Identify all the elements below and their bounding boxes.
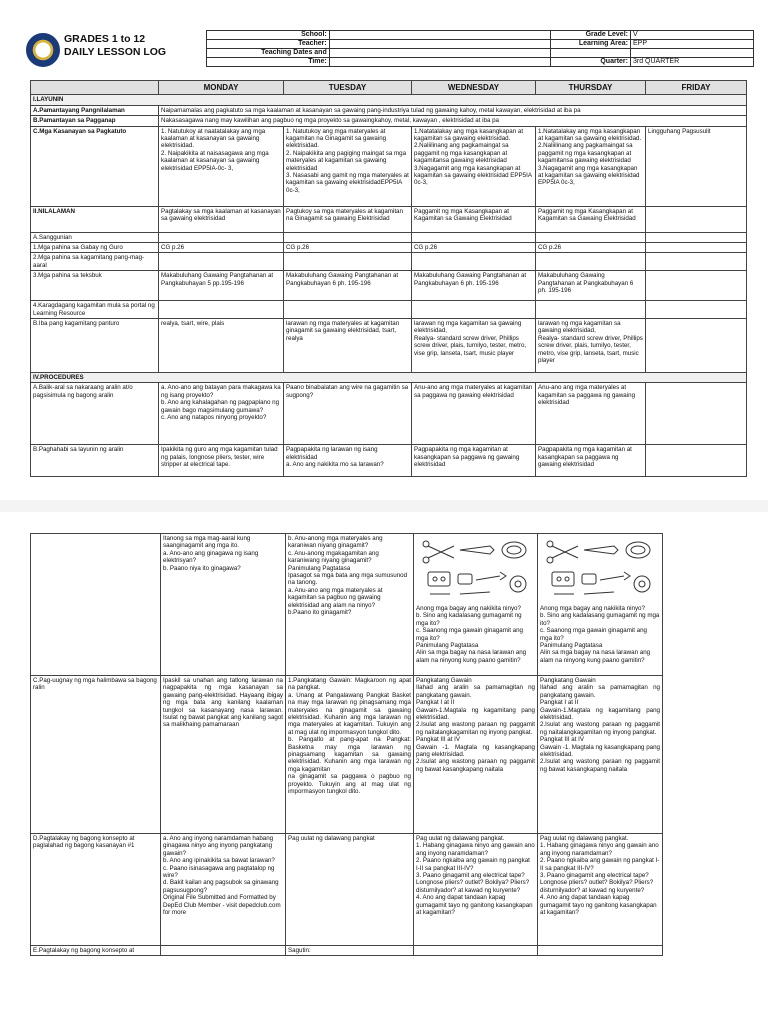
grade-level-label: Grade Level: — [551, 31, 631, 40]
gabay-wednesday: CG p.26 — [412, 243, 536, 253]
deped-seal-icon — [26, 33, 60, 67]
pagtalakay1-thursday: Pag uulat ng dalawang pangkat. 1. Habang ginagawa ninyo ang gawain ano ang inyong naramdaman? 2. Paano ngkaiba ang gawain ng pangkat I-II sa pangkat III-IV? 3. Paano ginagamit ang electrical tape? Longnose pliers? outlet? Bokilya? Pliers? disturnilyador? at kawad ng kuryente? 4. Ano ang dapat tandaan kapag gumagamit tayo ng ganitong kasangkapan at kagamitan? — [538, 834, 663, 946]
ibapa-friday — [646, 319, 747, 373]
learning-area-label: Learning Area: — [551, 40, 631, 49]
pagtalakay2-monday — [161, 946, 286, 956]
nilalaman-thursday: Paggamit ng mga Kasangkapan at Kagamitan sa Gawaing Elektrisidad — [536, 206, 646, 232]
day-tuesday: TUESDAY — [284, 81, 412, 95]
row-label-kasanayan: C.Mga Kasanayan sa Pagkatuto — [31, 126, 159, 206]
teksbuk-monday: Makabuluhang Gawaing Pangtahanan at Pangkabuhayan 5 pp.195-196 — [159, 271, 284, 301]
balik-aral-monday: a. Ano-ano ang batayan para makagawa ka ng isang proyekto? b. Ano ang kahalagahan ng pagpaplano ng gawain bago magsimulang gumawa? c. Ano ang natapos ninyong proyekto? — [159, 383, 284, 445]
row-label-balik-aral: A.Balik-aral sa nakaraang aralin at/o pagsisimula ng bagong aralin — [31, 383, 159, 445]
learning-area-value: EPP — [630, 40, 753, 49]
gabay-tuesday: CG p.26 — [284, 243, 412, 253]
continued-thursday: Anong mga bagay ang nakikita ninyo? b. Sino ang kadalasang gumagamit ng mga ito? c. Saanong mga gawain ginagamit ang mga ito? Panimulang Pagtatasa Alin sa mga bagay na nasa larawan ang alam na ninyong kung paano gamitin? — [540, 605, 660, 664]
pagtalakay1-tuesday: Pag uulat ng dalawang pangkat — [286, 834, 414, 946]
row-label-nilalaman: II.NILALAMAN — [31, 206, 159, 232]
continued-tuesday: b. Anu-anong mga materyales ang karaniwan niyang ginagamit? c. Anu-anong mgakagamitan ang karaniwang niyang ginagamit? Panimulang Pagtatasa Ipasagot sa mga bata ang mga sumusunod na tanong. a. Anu-ano ang mga materyales at kagamitan sa pagbuo ng gawaing elektrisidad ang alam na ninyo? b.Paano ito ginagamit? — [286, 534, 414, 676]
teksbuk-wednesday: Makabuluhang Gawaing Pangtahanan at Pangkabuhayan 6 ph. 195-196 — [412, 271, 536, 301]
page-separator — [0, 500, 768, 512]
nilalaman-monday: Pagtalakay sa mga kaalaman at kasanayan sa gawaing elektrisidad — [159, 206, 284, 232]
paguugnay-wednesday: Pangkatang Gawain Ilahad ang aralin sa pamamagitan ng pangkatang gawain. Pangkat I at II Gawain-1.Magtala ng kagamitang pang elektrisidad. 2.Isulat ang wastong paraan ng paggamit ng naitalangkagamitan ng inyong pangkat. Pangkat III at IV Gawain -1. Magtala ng kasangkapang pang elektrisidad. 2.Isulat ang wastong paraan ng paggamit ng bawat kasangkapang naitala — [414, 676, 538, 834]
header-info-table — [206, 30, 754, 67]
document-page-2 — [0, 512, 768, 1024]
balik-aral-wednesday: Anu-ano ang mga materyales at kagamitan sa paggawa ng gawaing elektrisidad — [412, 383, 536, 445]
row-label-pagganap: B.Pamantayan sa Pagganap — [31, 116, 159, 126]
pagtalakay1-wednesday: Pag uulat ng dalawang pangkat. 1. Habang ginagawa ninyo ang gawain ano ang inyong naramdaman? 2. Paano ngkaiba ang gawain ng pangkat I-II sa pangkat III-IV? 3. Paano ginagamit ang electrical tape? Longnose pliers? outlet? Bokilya? Pliers? disturnilyador? at kawad ng kuryente? 4. Ano ang dapat tandaan kapag gumagamit tayo ng ganitong kasangkapan at kagamitan? — [414, 834, 538, 946]
ibapa-thursday: larawan ng mga kagamitan sa gawaing elektrisidad, Realya- standard screw driver, Phillips screw driver, plais, turnilyo, tester, metro, vise grip, lanseta, tsart, music player — [536, 319, 646, 373]
day-wednesday: WEDNESDAY — [412, 81, 536, 95]
continued-wednesday: Anong mga bagay ang nakikita ninyo? b. Sino ang kadalasang gumagamit ng mga ito? c. Saanong mga gawain ginagamit ang mga ito? Panimulang Pagtatasa Alin sa mga bagay na nasa larawan ang alam na ninyong kung paano gamitin? — [416, 605, 527, 664]
teksbuk-thursday: Makabuluhang Gawaing Pangtahanan at Pangkabuhayan 6 ph. 195-196 — [536, 271, 646, 301]
grade-level-value: V — [630, 31, 753, 40]
school-field[interactable] — [329, 31, 551, 40]
document-title: GRADES 1 to 12 DAILY LESSON LOG — [64, 33, 167, 58]
lesson-plan-table — [30, 80, 747, 477]
teaching-dates-field[interactable] — [329, 49, 551, 58]
time-field[interactable] — [329, 58, 551, 67]
kasanayan-friday: Lingguhang Pagsusulit — [646, 126, 747, 206]
pagtalakay2-tuesday: Sagutin: — [286, 946, 414, 956]
document-page-1 — [0, 0, 768, 500]
day-header-row — [31, 81, 747, 95]
balik-aral-thursday: Anu-ano ang mga materyales at kagamitan sa paggawa ng gawaing elektrisidad — [536, 383, 646, 445]
paghahabi-wednesday: Pagpapakita ng mga kagamitan at kasangkapan sa paggawa ng gawaing elektrisidad — [412, 445, 536, 477]
quarter-label: Quarter: — [551, 58, 631, 67]
ibapa-wednesday: larawan ng mga kagamitan sa gawaing elektrisidad, Realya- standard screw driver, Phillips screw driver, plais, turnilyo, tester, metro, vise grip, lanseta, tsart, music player — [412, 319, 536, 373]
electrical-tools-illustration-icon — [420, 536, 532, 602]
teacher-field[interactable] — [329, 40, 551, 49]
teksbuk-friday — [646, 271, 747, 301]
row-label-karagdagang: 4.Karagdagang kagamitan mula sa portal ng Learning Resource — [31, 301, 159, 319]
lesson-plan-table-continued — [30, 533, 663, 956]
nilalaman-friday — [646, 206, 747, 232]
balik-aral-tuesday: Paano binabalatan ang wire na gagamitin sa sugpong? — [284, 383, 412, 445]
electrical-tools-illustration-icon — [544, 536, 656, 602]
gabay-thursday: CG p.26 — [536, 243, 646, 253]
paghahabi-friday — [646, 445, 747, 477]
lesson-log-header — [24, 29, 754, 73]
paghahabi-monday: Ipakikita ng guro ang mga kagamitan tulad ng palais, longnose pliers, tester, wire stripper at electrical tape. — [159, 445, 284, 477]
row-label-sanggunian: A.Sanggunian — [31, 232, 159, 242]
time-label: Time: — [207, 58, 330, 67]
pagtalakay1-monday: a. Ano ang inyong naramdaman habang ginagawa ninyo ang inyong pangkatang gawain? b. Ano ang ipinakikita sa bawat larawan? c. Paano isinasagawa ang pagtatalop ng wire? d. Bakit kailan ang pagsubok sa ginawang pagsusugpong? Original File Submitted and Formatted by DepEd Club Member - visit depedclub.com for more — [161, 834, 286, 946]
row-label-pagtalakay-1: D.Pagtalakay ng bagong konsepto at paglalahad ng bagong kasanayan #1 — [31, 834, 161, 946]
pamantayang-text: Naipamamalas ang pagkatuto sa mga kaalaman at kasanayan sa gawaing pang-industriya tulad ng gawaing kahoy, metal kawayan, elektrisidad at iba pa — [159, 105, 747, 115]
kasanayan-monday: 1. Natutukoy at naatatalakay ang mga kaalaman at kasanayan sa gawaing elektrisidad. 2. Naipakikita at naisasagawa ang mga kaalaman at kasanayan sa gawaing elektrisidad EPP5IA-0c- 3, — [159, 126, 284, 206]
school-label: School: — [207, 31, 330, 40]
section-layunin: I.LAYUNIN — [31, 95, 747, 105]
kasanayan-tuesday: 1. Natutukoy ang mga materyales at kagamitan na Ginagamit sa gawaing elektrisidad. 2. Naipakikita ang pagiging maingat sa mga materyales at kagamitan sa gawaing elektrisidad 3. Nasasabi ang gamit ng mga materyales at kagamitan sa gawaing elektrisidadEPP5IA 0c-3, — [284, 126, 412, 206]
paguugnay-monday: Ipaskil sa unahan ang tatlong larawan na nagpapakita ng mga kasanayan sa gawaing pang-elektrisidad. Hayaang ibigay ng mga bata ang kanilang kaalaman tungkol sa kasanayang nasa larawan. Isulat ng bawat pangkat ang kanilang sagot sa malikhaing pamamaraan — [161, 676, 286, 834]
row-label-pangmag: 2.Mga pahina sa kagamitang pang-mag-aaral — [31, 253, 159, 271]
nilalaman-wednesday: Paggamit ng mga Kasangkapan at Kagamitan sa Gawaing Elektrisidad — [412, 206, 536, 232]
continued-thursday-cell — [538, 534, 663, 676]
day-friday: FRIDAY — [646, 81, 747, 95]
day-monday: MONDAY — [159, 81, 284, 95]
row-label-pamantayang: A.Pamantayang Pangnilalaman — [31, 105, 159, 115]
ibapa-monday: realya, tsart, wire, plais — [159, 319, 284, 373]
gabay-monday: CG p.26 — [159, 243, 284, 253]
row-label-teksbuk: 3.Mga pahina sa teksbuk — [31, 271, 159, 301]
row-label-paguugnay: C.Pag-uugnay ng mga halimbawa sa bagong ralin — [31, 676, 161, 834]
kasanayan-wednesday: 1.Natatalakay ang mga kasangkapan at kagamitan sa gawaing elektrisidad. 2.Naliilinang ang pagkamaingat sa paggamit ng mga kasangkapan at kagamitansa gawaing elektrisidad 3.Nagagamit ang mga kasangkapan at kagamitan sa gawaing elektrisidad EPP5IA 0c-3, — [412, 126, 536, 206]
continued-monday: Itanong sa mga mag-aaral kung saanginagamit ang mga ito. a. Ano-ano ang ginagawa ng isang elektrisyan? b. Paano niya ito ginagawa? — [161, 534, 286, 676]
paguugnay-tuesday: 1.Pangkatang Gawain: Magkaroon ng apat na pangkat. a. Unang at Pangalawang Pangkat Basket na may mga larawan ng pinagsamang mga materyales na ginagamit sa gawaing elektrisidad. Kuhanin ang mga larawan ng mga materyales at kagamitan. Tukuyin ang at mag ulat ng impormasyon tungkol dito. b. Pangatlo at pang-apat na Pangkat: Basketna may mga larawan ng pinagsamang kagamitan sa gawaing elektrisidad. Kuhanin ang mga larawan ng mga kagamitan na ginagamit sa paggawa o pagbuo ng proyekto. Tukuyin ang at mag ulat ng impormasyon tungkol dito. — [286, 676, 414, 834]
gabay-friday — [646, 243, 747, 253]
teacher-label: Teacher: — [207, 40, 330, 49]
row-label-ibapa: B.Iba pang kagamitang panturo — [31, 319, 159, 373]
row-label-paghahabi: B.Paghahabi sa layunin ng aralin — [31, 445, 159, 477]
row-label-pagtalakay-2: E.Pagtalakay ng bagong konsepto at — [31, 946, 161, 956]
paghahabi-tuesday: Pagpapakita ng larawan ng isang elektrisidad a. Ano ang nakikita mo sa larawan? — [284, 445, 412, 477]
pagtalakay2-wednesday — [414, 946, 538, 956]
ibapa-tuesday: larawan ng mga materyales at kagamitan ginagamit sa gawaing elektrisidad, tsart, realya — [284, 319, 412, 373]
teaching-dates-label: Teaching Dates and — [207, 49, 330, 58]
section-procedures: IV.PROCEDURES — [31, 373, 747, 383]
paghahabi-thursday: Pagpapakita ng mga kagamitan at kasangkapan sa paggawa ng gawaing elektrisidad — [536, 445, 646, 477]
row-label-gabay: 1.Mga pahina sa Gabay ng Guro — [31, 243, 159, 253]
day-thursday: THURSDAY — [536, 81, 646, 95]
teksbuk-tuesday: Makabuluhang Gawaing Pangtahanan at Pangkabuhayan 6 ph. 195-196 — [284, 271, 412, 301]
quarter-value: 3rd QUARTER — [630, 58, 753, 67]
continued-wednesday-cell — [414, 534, 538, 676]
pagtalakay2-thursday — [538, 946, 663, 956]
kasanayan-thursday: 1.Natatalakay ang mga kasangkapan at kagamitan sa gawaing elektrisidad. 2.Naliilinang ang pagkamaingat sa paggamit ng mga kasangkapan at kagamitansa gawaing elektrisidad 3.Nagagamit ang mga kasangkapan at kagamitan sa gawaing elektrisidad EPP5IA 0c-3, — [536, 126, 646, 206]
paguugnay-thursday: Pangkatang Gawain Ilahad ang aralin sa pamamagitan ng pangkatang gawain. Pangkat I at II Gawain-1.Magtala ng kagamitang pang elektrisidad. 2.Isulat ang wastong paraan ng paggamit ng naitalangkagamitan ng inyong pangkat. Pangkat III at IV Gawain -1. Magtala ng kasangkapang pang elektrisidad. 2.Isulat ang wastong paraan ng paggamit ng bawat kasangkapang naitala — [538, 676, 663, 834]
pagganap-text: Nakasasagawa nang may kawilihan ang pagbuo ng mga proyekto sa gawaingkahoy, metal, kawayan , elektrisidad at iba pa — [159, 116, 747, 126]
balik-aral-friday — [646, 383, 747, 445]
nilalaman-tuesday: Pagtukoy sa mga materyales at kagamitan na Ginagamit sa gawaing Elektrisidad — [284, 206, 412, 232]
